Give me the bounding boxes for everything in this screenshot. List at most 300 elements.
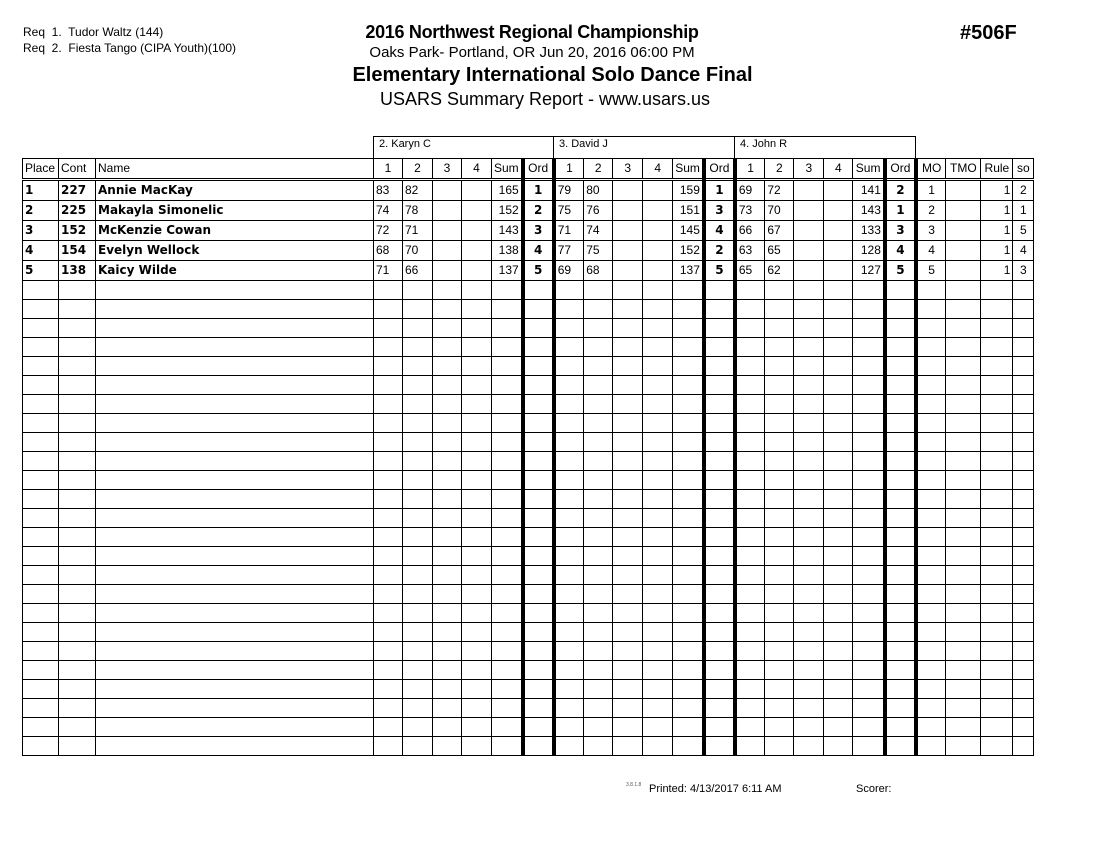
empty-row	[23, 547, 1034, 566]
empty-cell	[554, 566, 584, 585]
empty-cell	[916, 281, 946, 300]
judge2-score-3	[613, 261, 643, 281]
empty-cell	[853, 604, 885, 623]
empty-cell	[374, 452, 403, 471]
empty-cell	[643, 699, 673, 718]
empty-cell	[673, 300, 704, 319]
empty-cell	[946, 642, 981, 661]
empty-cell	[492, 414, 523, 433]
judge2-score-5: 137	[673, 261, 704, 281]
empty-cell	[613, 338, 643, 357]
empty-cell	[403, 395, 433, 414]
empty-cell	[735, 642, 765, 661]
empty-cell	[824, 490, 853, 509]
empty-cell	[981, 319, 1013, 338]
empty-cell	[946, 395, 981, 414]
empty-cell	[673, 414, 704, 433]
empty-cell	[643, 319, 673, 338]
empty-cell	[643, 718, 673, 737]
empty-cell	[794, 737, 824, 756]
empty-cell	[824, 452, 853, 471]
empty-cell	[96, 680, 374, 699]
empty-cell	[613, 699, 643, 718]
empty-cell	[765, 433, 794, 452]
so-cell: 1	[1013, 201, 1034, 221]
tmo-cell	[946, 241, 981, 261]
tmo-cell	[946, 261, 981, 281]
empty-cell	[374, 433, 403, 452]
col-j1-4: 4	[462, 159, 492, 180]
empty-cell	[403, 414, 433, 433]
judge3-score-3	[794, 241, 824, 261]
empty-row	[23, 338, 1034, 357]
empty-cell	[885, 623, 916, 642]
empty-cell	[433, 338, 462, 357]
empty-cell	[946, 680, 981, 699]
empty-cell	[492, 661, 523, 680]
empty-row	[23, 737, 1034, 756]
empty-cell	[916, 680, 946, 699]
empty-cell	[1013, 395, 1034, 414]
empty-cell	[673, 338, 704, 357]
place-cell: 5	[23, 261, 59, 281]
empty-cell	[824, 357, 853, 376]
col-cont: Cont	[59, 159, 96, 180]
empty-cell	[735, 623, 765, 642]
judge-header-3: 4. John R	[734, 136, 916, 158]
empty-cell	[96, 357, 374, 376]
empty-cell	[735, 376, 765, 395]
empty-cell	[824, 642, 853, 661]
empty-cell	[403, 585, 433, 604]
empty-cell	[1013, 566, 1034, 585]
empty-cell	[374, 604, 403, 623]
empty-cell	[885, 452, 916, 471]
empty-cell	[981, 395, 1013, 414]
empty-cell	[794, 661, 824, 680]
empty-cell	[765, 376, 794, 395]
col-j1-2: 2	[403, 159, 433, 180]
empty-cell	[765, 300, 794, 319]
empty-cell	[735, 718, 765, 737]
empty-cell	[885, 718, 916, 737]
so-cell: 3	[1013, 261, 1034, 281]
judge2-score-1: 77	[554, 241, 584, 261]
empty-cell	[735, 300, 765, 319]
empty-cell	[584, 528, 613, 547]
empty-cell	[462, 585, 492, 604]
empty-cell	[946, 338, 981, 357]
judge3-score-2: 72	[765, 180, 794, 201]
empty-cell	[643, 357, 673, 376]
empty-row	[23, 319, 1034, 338]
col-j3-ord: Ord	[885, 159, 916, 180]
empty-cell	[613, 395, 643, 414]
empty-cell	[403, 433, 433, 452]
empty-cell	[704, 338, 735, 357]
empty-cell	[704, 319, 735, 338]
empty-cell	[96, 509, 374, 528]
empty-cell	[584, 661, 613, 680]
empty-cell	[433, 471, 462, 490]
empty-cell	[492, 642, 523, 661]
empty-cell	[673, 528, 704, 547]
empty-cell	[462, 471, 492, 490]
so-cell: 2	[1013, 180, 1034, 201]
name-cell: Kaicy Wilde	[96, 261, 374, 281]
judge2-score-4	[643, 201, 673, 221]
empty-cell	[613, 585, 643, 604]
judge1-score-4	[462, 241, 492, 261]
judge3-score-4	[824, 201, 853, 221]
empty-cell	[853, 737, 885, 756]
rule-cell: 1	[981, 201, 1013, 221]
empty-cell	[403, 642, 433, 661]
judge3-score-2: 65	[765, 241, 794, 261]
empty-cell	[554, 300, 584, 319]
empty-cell	[613, 566, 643, 585]
judge3-score-6: 1	[885, 201, 916, 221]
empty-cell	[613, 547, 643, 566]
report-title: USARS Summary Report - www.usars.us	[379, 89, 711, 109]
empty-cell	[523, 300, 554, 319]
empty-cell	[96, 452, 374, 471]
empty-cell	[403, 718, 433, 737]
empty-row	[23, 661, 1034, 680]
empty-cell	[492, 680, 523, 699]
empty-cell	[765, 471, 794, 490]
judge2-score-1: 69	[554, 261, 584, 281]
empty-cell	[23, 471, 59, 490]
empty-cell	[765, 338, 794, 357]
judge3-score-1: 66	[735, 221, 765, 241]
empty-cell	[735, 395, 765, 414]
mo-cell: 3	[916, 221, 946, 241]
empty-cell	[59, 395, 96, 414]
empty-cell	[981, 699, 1013, 718]
empty-cell	[946, 718, 981, 737]
judge-header-2: 3. David J	[553, 136, 735, 158]
empty-cell	[374, 547, 403, 566]
empty-cell	[613, 433, 643, 452]
empty-cell	[673, 585, 704, 604]
empty-cell	[554, 509, 584, 528]
empty-cell	[96, 699, 374, 718]
empty-cell	[433, 433, 462, 452]
empty-row	[23, 433, 1034, 452]
judge3-score-1: 73	[735, 201, 765, 221]
empty-cell	[492, 300, 523, 319]
empty-cell	[59, 300, 96, 319]
empty-cell	[554, 623, 584, 642]
judge3-score-5: 141	[853, 180, 885, 201]
empty-cell	[59, 623, 96, 642]
empty-cell	[523, 490, 554, 509]
empty-cell	[374, 357, 403, 376]
empty-cell	[735, 604, 765, 623]
judge1-score-3	[433, 221, 462, 241]
venue-datetime: Oaks Park- Portland, OR Jun 20, 2016 06:00 PM	[369, 44, 695, 61]
empty-cell	[704, 623, 735, 642]
empty-cell	[59, 604, 96, 623]
empty-cell	[794, 566, 824, 585]
empty-cell	[96, 395, 374, 414]
empty-cell	[1013, 319, 1034, 338]
judge2-score-1: 75	[554, 201, 584, 221]
empty-cell	[643, 490, 673, 509]
empty-cell	[554, 376, 584, 395]
empty-cell	[374, 414, 403, 433]
empty-cell	[433, 490, 462, 509]
competition-title: 2016 Northwest Regional Championship	[365, 22, 699, 42]
empty-cell	[853, 338, 885, 357]
empty-cell	[981, 604, 1013, 623]
empty-cell	[735, 281, 765, 300]
empty-cell	[374, 528, 403, 547]
empty-cell	[643, 623, 673, 642]
empty-cell	[554, 433, 584, 452]
empty-cell	[853, 642, 885, 661]
empty-cell	[492, 585, 523, 604]
judge1-score-6: 2	[523, 201, 554, 221]
empty-cell	[824, 395, 853, 414]
place-cell: 2	[23, 201, 59, 221]
empty-cell	[735, 680, 765, 699]
empty-cell	[403, 376, 433, 395]
empty-row	[23, 414, 1034, 433]
empty-cell	[643, 737, 673, 756]
col-j3-3: 3	[794, 159, 824, 180]
empty-cell	[96, 281, 374, 300]
empty-cell	[23, 395, 59, 414]
empty-row	[23, 357, 1034, 376]
empty-cell	[981, 585, 1013, 604]
empty-cell	[584, 414, 613, 433]
empty-cell	[492, 376, 523, 395]
empty-cell	[584, 566, 613, 585]
empty-cell	[824, 300, 853, 319]
empty-cell	[643, 509, 673, 528]
empty-cell	[853, 433, 885, 452]
empty-cell	[96, 471, 374, 490]
empty-cell	[462, 433, 492, 452]
empty-cell	[794, 414, 824, 433]
so-cell: 4	[1013, 241, 1034, 261]
empty-cell	[946, 528, 981, 547]
empty-cell	[885, 680, 916, 699]
empty-cell	[885, 300, 916, 319]
empty-cell	[523, 718, 554, 737]
empty-cell	[96, 319, 374, 338]
empty-cell	[885, 376, 916, 395]
empty-cell	[59, 547, 96, 566]
empty-cell	[613, 528, 643, 547]
empty-row	[23, 585, 1034, 604]
empty-cell	[946, 661, 981, 680]
empty-cell	[374, 509, 403, 528]
empty-cell	[584, 604, 613, 623]
printed-timestamp: Printed: 4/13/2017 6:11 AM	[649, 783, 782, 795]
empty-cell	[946, 319, 981, 338]
empty-cell	[704, 737, 735, 756]
empty-cell	[916, 604, 946, 623]
empty-cell	[554, 737, 584, 756]
empty-row	[23, 395, 1034, 414]
col-j3-sum: Sum	[853, 159, 885, 180]
empty-cell	[492, 604, 523, 623]
version-label: 3.8.1.8	[626, 782, 642, 788]
empty-cell	[673, 433, 704, 452]
empty-cell	[946, 566, 981, 585]
judge1-score-3	[433, 261, 462, 281]
judge2-score-3	[613, 241, 643, 261]
empty-cell	[704, 604, 735, 623]
empty-cell	[433, 395, 462, 414]
empty-cell	[673, 319, 704, 338]
empty-cell	[853, 718, 885, 737]
requirement-1: Req 1. Tudor Waltz (144)	[23, 25, 164, 39]
empty-cell	[584, 585, 613, 604]
empty-cell	[23, 490, 59, 509]
empty-cell	[885, 338, 916, 357]
empty-cell	[59, 680, 96, 699]
name-cell: Annie MacKay	[96, 180, 374, 201]
empty-cell	[584, 357, 613, 376]
judge2-score-1: 71	[554, 221, 584, 241]
empty-cell	[673, 490, 704, 509]
empty-cell	[374, 281, 403, 300]
empty-row	[23, 623, 1034, 642]
judge1-score-4	[462, 201, 492, 221]
empty-cell	[554, 357, 584, 376]
empty-cell	[704, 718, 735, 737]
empty-cell	[523, 604, 554, 623]
empty-cell	[735, 661, 765, 680]
col-mo: MO	[916, 159, 946, 180]
empty-cell	[765, 642, 794, 661]
empty-cell	[59, 528, 96, 547]
empty-cell	[59, 737, 96, 756]
empty-cell	[916, 319, 946, 338]
empty-cell	[704, 585, 735, 604]
empty-cell	[613, 319, 643, 338]
empty-cell	[433, 623, 462, 642]
empty-cell	[824, 433, 853, 452]
empty-cell	[735, 699, 765, 718]
empty-cell	[704, 281, 735, 300]
empty-cell	[704, 661, 735, 680]
col-j1-3: 3	[433, 159, 462, 180]
empty-cell	[523, 376, 554, 395]
empty-cell	[946, 300, 981, 319]
empty-cell	[946, 433, 981, 452]
empty-cell	[916, 585, 946, 604]
empty-cell	[613, 357, 643, 376]
empty-cell	[433, 509, 462, 528]
empty-cell	[59, 376, 96, 395]
empty-cell	[981, 737, 1013, 756]
empty-cell	[794, 376, 824, 395]
empty-cell	[765, 509, 794, 528]
empty-cell	[673, 357, 704, 376]
empty-cell	[885, 509, 916, 528]
empty-cell	[794, 642, 824, 661]
empty-cell	[23, 300, 59, 319]
name-cell: Makayla Simonelic	[96, 201, 374, 221]
empty-cell	[735, 547, 765, 566]
empty-cell	[735, 528, 765, 547]
empty-cell	[492, 452, 523, 471]
empty-cell	[403, 319, 433, 338]
empty-cell	[885, 604, 916, 623]
empty-cell	[794, 585, 824, 604]
empty-cell	[735, 509, 765, 528]
empty-cell	[794, 433, 824, 452]
empty-cell	[554, 414, 584, 433]
judge3-score-3	[794, 201, 824, 221]
empty-cell	[981, 452, 1013, 471]
empty-cell	[916, 338, 946, 357]
empty-cell	[523, 452, 554, 471]
empty-cell	[853, 585, 885, 604]
empty-cell	[523, 471, 554, 490]
empty-cell	[584, 281, 613, 300]
empty-cell	[492, 338, 523, 357]
empty-cell	[765, 281, 794, 300]
empty-cell	[885, 699, 916, 718]
empty-cell	[403, 604, 433, 623]
judge3-score-6: 2	[885, 180, 916, 201]
empty-cell	[96, 300, 374, 319]
empty-cell	[96, 604, 374, 623]
empty-cell	[23, 357, 59, 376]
empty-cell	[59, 490, 96, 509]
empty-cell	[1013, 699, 1034, 718]
empty-cell	[946, 604, 981, 623]
empty-cell	[374, 490, 403, 509]
empty-cell	[981, 433, 1013, 452]
empty-cell	[916, 661, 946, 680]
empty-cell	[673, 452, 704, 471]
judge1-score-2: 66	[403, 261, 433, 281]
empty-cell	[853, 490, 885, 509]
empty-cell	[1013, 547, 1034, 566]
empty-cell	[613, 471, 643, 490]
empty-cell	[853, 528, 885, 547]
empty-cell	[765, 585, 794, 604]
empty-cell	[704, 395, 735, 414]
judge3-score-4	[824, 261, 853, 281]
col-j2-sum: Sum	[673, 159, 704, 180]
judge3-score-2: 67	[765, 221, 794, 241]
col-j2-4: 4	[643, 159, 673, 180]
judge2-score-5: 159	[673, 180, 704, 201]
empty-cell	[523, 338, 554, 357]
empty-cell	[523, 566, 554, 585]
col-j3-2: 2	[765, 159, 794, 180]
empty-cell	[946, 547, 981, 566]
so-cell: 5	[1013, 221, 1034, 241]
empty-cell	[794, 718, 824, 737]
empty-cell	[403, 300, 433, 319]
empty-cell	[735, 585, 765, 604]
empty-cell	[824, 509, 853, 528]
empty-cell	[433, 376, 462, 395]
empty-cell	[59, 414, 96, 433]
empty-cell	[584, 718, 613, 737]
empty-cell	[673, 509, 704, 528]
empty-cell	[1013, 680, 1034, 699]
